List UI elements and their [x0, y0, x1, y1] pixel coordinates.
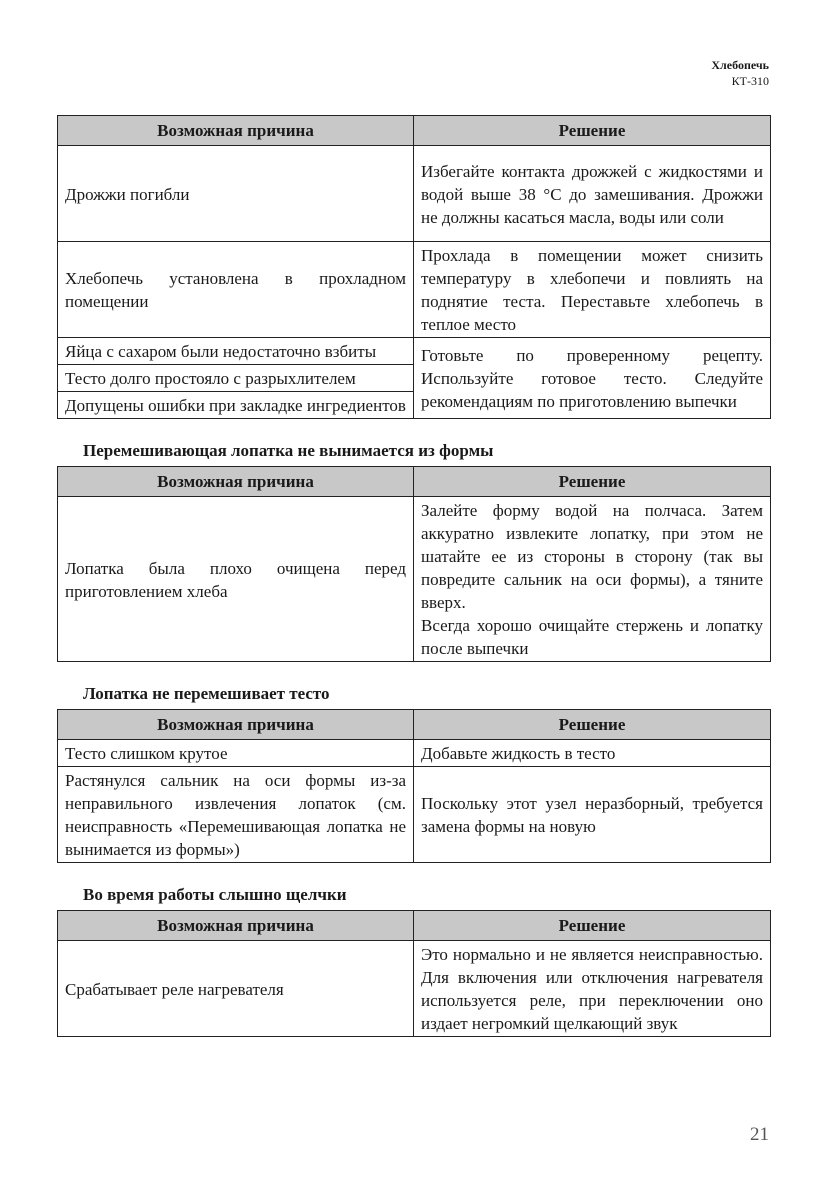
page-number: 21: [750, 1124, 769, 1145]
table-row: [58, 767, 771, 863]
solution-cell: Поскольку этот узел неразборный, требуется замена формы на новую: [414, 767, 771, 863]
solution-cell: Добавьте жидкость в тесто: [414, 740, 771, 767]
column-header-cause: Возможная причина: [58, 911, 414, 941]
column-header-cause: Возможная причина: [58, 116, 414, 146]
table-row: [58, 941, 771, 1037]
cause-cell: Растянулся сальник на оси формы из-за неправильного извлечения лопаток (см. неисправность «Перемешивающая лопатка не вынимается из формы»): [58, 767, 414, 863]
section-title: Во время работы слышно щелчки: [83, 885, 347, 904]
table-row: [58, 740, 771, 767]
page-content: [57, 115, 770, 1037]
table-row: [58, 242, 771, 338]
cause-cell: Лопатка была плохо очищена перед приготовлением хлеба: [58, 497, 414, 662]
column-header-solution: Решение: [414, 911, 771, 941]
table-row: [58, 497, 771, 662]
cause-cell: Тесто долго простояло с разрыхлителем: [58, 365, 414, 392]
column-header-solution: Решение: [414, 467, 771, 497]
troubleshooting-table-1: [57, 115, 771, 419]
solution-cell: Это нормально и не является неисправностью. Для включения или отключения нагревателя используется реле, при переключении оно издает негромкий щелкающий звук: [414, 941, 771, 1037]
table-header-row: [58, 467, 771, 497]
troubleshooting-table-3: [57, 709, 771, 863]
cause-cell: Срабатывает реле нагревателя: [58, 941, 414, 1037]
solution-cell: Избегайте контакта дрожжей с жидкостями и водой выше 38 °C до замешивания. Дрожжи не должны касаться масла, воды или соли: [414, 146, 771, 242]
column-header-solution: Решение: [414, 710, 771, 740]
cause-cell: Яйца с сахаром были недостаточно взбиты: [58, 338, 414, 365]
model-number: КТ-310: [731, 74, 769, 88]
troubleshooting-table-4: [57, 910, 771, 1037]
column-header-cause: Возможная причина: [58, 467, 414, 497]
column-header-cause: Возможная причина: [58, 710, 414, 740]
section-title: Перемешивающая лопатка не вынимается из формы: [83, 441, 494, 460]
table-header-row: [58, 911, 771, 941]
section-title: Лопатка не перемешивает тесто: [83, 684, 330, 703]
troubleshooting-table-2: [57, 466, 771, 662]
table-row: [58, 338, 771, 365]
solution-cell: Прохлада в помещении может снизить температуру в хлебопечи и повлиять на поднятие теста. Переставьте хлебопечь в теплое место: [414, 242, 771, 338]
brand-title: Хлебопечь: [711, 58, 769, 72]
cause-cell: Допущены ошибки при закладке ингредиентов: [58, 392, 414, 419]
solution-paragraph: Залейте форму водой на полчаса. Затем аккуратно извлеките лопатку, при этом не шатайте ее из стороны в сторону (так вы повредите сальник на оси формы), а тяните вверх.: [421, 501, 763, 612]
column-header-solution: Решение: [414, 116, 771, 146]
table-header-row: [58, 710, 771, 740]
page-header: [711, 57, 769, 89]
solution-paragraph: Всегда хорошо очищайте стержень и лопатку после выпечки: [421, 616, 763, 658]
solution-cell: Готовьте по проверенному рецепту. Используйте готовое тесто. Следуйте рекомендациям по приготовлению выпечки: [414, 338, 771, 419]
table-row: [58, 146, 771, 242]
cause-cell: Тесто слишком крутое: [58, 740, 414, 767]
cause-cell: Хлебопечь установлена в прохладном помещении: [58, 242, 414, 338]
cause-cell: Дрожжи погибли: [58, 146, 414, 242]
table-header-row: [58, 116, 771, 146]
solution-cell: [414, 497, 771, 662]
